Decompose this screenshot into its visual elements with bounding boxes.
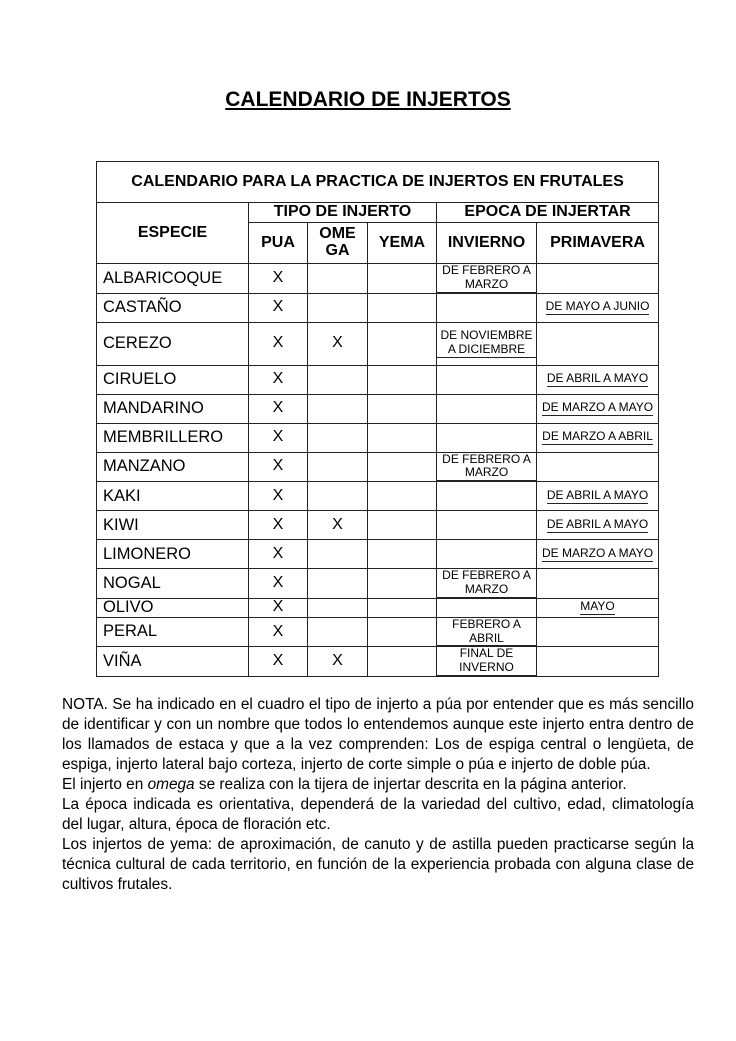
species-cell-text: NOGAL	[103, 573, 161, 592]
pua-cell-text: X	[272, 370, 284, 388]
table-row	[97, 482, 659, 511]
note-paragraph: La época indicada es orientativa, dependerá de la variedad del cultivo, edad, climatología del lugar, altura, época de floración etc.	[62, 796, 694, 833]
primavera-cell	[537, 540, 659, 569]
invierno-cell	[437, 423, 537, 452]
primavera-cell	[537, 511, 659, 540]
species-cell	[97, 394, 249, 423]
pua-cell-text: X	[272, 515, 284, 533]
note-text: se realiza con la tijera de injertar descrita en la página anterior.	[194, 776, 627, 793]
pua-cell	[249, 647, 308, 677]
yema-cell	[368, 598, 437, 617]
invierno-cell	[437, 293, 537, 322]
table-row	[97, 598, 659, 617]
primavera-cell-text: DE MARZO A ABRIL	[542, 429, 653, 444]
species-cell-text: MEMBRILLERO	[103, 427, 224, 446]
note-paragraph	[62, 775, 694, 795]
species-cell	[97, 452, 249, 482]
omega-cell-text: X	[332, 652, 343, 670]
species-cell	[97, 322, 249, 365]
pua-cell-text: X	[272, 399, 284, 417]
omega-cell-text: X	[332, 334, 343, 352]
pua-cell	[249, 617, 308, 647]
primavera-cell	[537, 423, 659, 452]
yema-cell	[368, 423, 437, 452]
species-cell-text: CASTAÑO	[103, 297, 182, 316]
invierno-cell	[437, 322, 537, 365]
table-row	[97, 423, 659, 452]
primavera-column-header: PRIMAVERA	[537, 223, 659, 264]
table-row	[97, 365, 659, 394]
note-text: El injerto en	[62, 776, 148, 793]
epoca-injertar-header: EPOCA DE INJERTAR	[437, 203, 659, 223]
table-row	[97, 540, 659, 569]
yema-cell	[368, 569, 437, 599]
omega-cell	[308, 598, 368, 617]
invierno-cell-text: DE FEBRERO A MARZO	[437, 569, 536, 598]
pua-cell-text: X	[272, 428, 284, 446]
species-cell	[97, 293, 249, 322]
table-row	[97, 293, 659, 322]
note-paragraph: Los injertos de yema: de aproximación, de canuto y de astilla pueden practicarse según la técnica cultural de cada territorio, en función de la experiencia probada con alguna clase de cultivos frutales.	[62, 836, 694, 893]
species-cell-text: VIÑA	[103, 652, 142, 671]
yema-cell	[368, 264, 437, 294]
tipo-injerto-header: TIPO DE INJERTO	[249, 203, 437, 223]
pua-cell	[249, 394, 308, 423]
invierno-cell	[437, 569, 537, 599]
pua-cell	[249, 452, 308, 482]
pua-cell-text: X	[272, 652, 284, 670]
species-cell	[97, 647, 249, 677]
invierno-cell	[437, 264, 537, 294]
species-cell-text: KAKI	[103, 486, 141, 505]
species-cell-text: MANZANO	[103, 457, 186, 476]
grafting-calendar-table	[96, 161, 659, 677]
yema-cell	[368, 394, 437, 423]
pua-cell	[249, 293, 308, 322]
invierno-cell	[437, 365, 537, 394]
invierno-cell	[437, 617, 537, 647]
species-cell	[97, 540, 249, 569]
primavera-cell	[537, 569, 659, 599]
pua-cell-text: X	[272, 298, 284, 316]
species-cell-text: CEREZO	[103, 333, 172, 352]
table-row	[97, 322, 659, 365]
pua-cell-text: X	[272, 574, 284, 592]
invierno-cell	[437, 647, 537, 677]
invierno-cell	[437, 598, 537, 617]
table-row	[97, 452, 659, 482]
species-cell	[97, 365, 249, 394]
primavera-cell-text: DE ABRIL A MAYO	[546, 516, 649, 531]
omega-cell	[308, 482, 368, 511]
pua-cell	[249, 322, 308, 365]
species-cell	[97, 511, 249, 540]
note-paragraph: NOTA. Se ha indicado en el cuadro el tipo de injerto a púa por entender que es más sencillo de identificar y con un nombre que todos lo entendemos aunque este injerto entra dentro de los llamados de estaca y que a la vez comprenden: Los de espiga central o lengüeta, de espiga, injerto lateral bajo corteza, injerto de corte simple o púa e injerto de doble púa.	[62, 696, 694, 773]
table-row	[97, 511, 659, 540]
note-emphasis: omega	[147, 776, 195, 793]
pua-cell-text: X	[272, 457, 284, 475]
omega-cell	[308, 365, 368, 394]
primavera-cell-text: DE MARZO A MAYO	[541, 400, 654, 415]
primavera-cell-text: MAYO	[580, 599, 615, 614]
species-cell-text: PERAL	[103, 622, 158, 641]
omega-cell	[308, 423, 368, 452]
table-row	[97, 647, 659, 677]
omega-cell	[308, 569, 368, 599]
omega-cell	[308, 293, 368, 322]
page-title: CALENDARIO DE INJERTOS	[225, 88, 511, 111]
omega-cell	[308, 540, 368, 569]
species-cell-text: CIRUELO	[103, 369, 177, 388]
primavera-cell	[537, 322, 659, 365]
omega-column-header: OME GA	[308, 223, 368, 264]
table-row	[97, 264, 659, 294]
pua-cell	[249, 540, 308, 569]
yema-column-header: YEMA	[368, 223, 437, 264]
invierno-cell-text: DE FEBRERO A MARZO	[437, 264, 536, 293]
primavera-cell	[537, 452, 659, 482]
pua-cell-text: X	[272, 544, 284, 562]
yema-cell	[368, 293, 437, 322]
species-cell-text: KIWI	[103, 515, 139, 534]
yema-cell	[368, 540, 437, 569]
primavera-cell	[537, 617, 659, 647]
primavera-cell	[537, 394, 659, 423]
pua-cell	[249, 598, 308, 617]
pua-cell-text: X	[272, 334, 284, 352]
invierno-cell	[437, 482, 537, 511]
primavera-cell	[537, 598, 659, 617]
yema-cell	[368, 647, 437, 677]
primavera-cell	[537, 365, 659, 394]
species-cell	[97, 482, 249, 511]
pua-cell-text: X	[272, 622, 284, 640]
invierno-cell-text: DE NOVIEMBRE A DICIEMBRE	[437, 329, 536, 358]
pua-cell-text: X	[272, 598, 284, 616]
primavera-cell-text: DE ABRIL A MAYO	[546, 487, 649, 502]
invierno-cell	[437, 540, 537, 569]
omega-cell-text: X	[332, 515, 343, 533]
note-section	[62, 695, 694, 895]
omega-cell	[308, 452, 368, 482]
yema-cell	[368, 452, 437, 482]
primavera-cell	[537, 482, 659, 511]
species-cell	[97, 598, 249, 617]
pua-cell	[249, 264, 308, 294]
omega-cell	[308, 322, 368, 365]
pua-cell	[249, 569, 308, 599]
invierno-cell	[437, 394, 537, 423]
pua-cell-text: X	[272, 486, 284, 504]
yema-cell	[368, 617, 437, 647]
invierno-cell	[437, 452, 537, 482]
primavera-cell	[537, 264, 659, 294]
invierno-cell-text: FEBRERO A ABRIL	[437, 618, 536, 647]
primavera-cell-text: DE MARZO A MAYO	[541, 545, 654, 560]
species-cell	[97, 423, 249, 452]
yema-cell	[368, 511, 437, 540]
primavera-cell	[537, 647, 659, 677]
species-cell-text: ALBARICOQUE	[103, 268, 223, 287]
omega-cell	[308, 511, 368, 540]
pua-cell	[249, 365, 308, 394]
pua-cell	[249, 511, 308, 540]
table-row	[97, 394, 659, 423]
omega-cell	[308, 264, 368, 294]
invierno-column-header: INVIERNO	[437, 223, 537, 264]
species-cell-text: LIMONERO	[103, 544, 192, 563]
invierno-cell-text: FINAL DE INVERNO	[437, 647, 536, 676]
omega-cell	[308, 394, 368, 423]
species-cell	[97, 617, 249, 647]
species-header: ESPECIE	[97, 203, 249, 264]
yema-cell	[368, 482, 437, 511]
omega-cell	[308, 647, 368, 677]
yema-cell	[368, 365, 437, 394]
primavera-cell-text: DE MAYO A JUNIO	[545, 299, 650, 314]
table-caption: CALENDARIO PARA LA PRACTICA DE INJERTOS EN FRUTALES	[97, 162, 659, 203]
yema-cell	[368, 322, 437, 365]
table-row	[97, 569, 659, 599]
primavera-cell-text: DE ABRIL A MAYO	[546, 371, 649, 386]
primavera-cell	[537, 293, 659, 322]
species-cell-text: OLIVO	[103, 598, 154, 617]
pua-cell	[249, 482, 308, 511]
pua-cell-text: X	[272, 268, 284, 286]
species-cell-text: MANDARINO	[103, 398, 204, 417]
species-cell	[97, 569, 249, 599]
invierno-cell	[437, 511, 537, 540]
omega-cell	[308, 617, 368, 647]
pua-column-header: PUA	[249, 223, 308, 264]
pua-cell	[249, 423, 308, 452]
table-row	[97, 617, 659, 647]
invierno-cell-text: DE FEBRERO A MARZO	[437, 453, 536, 482]
species-cell	[97, 264, 249, 294]
